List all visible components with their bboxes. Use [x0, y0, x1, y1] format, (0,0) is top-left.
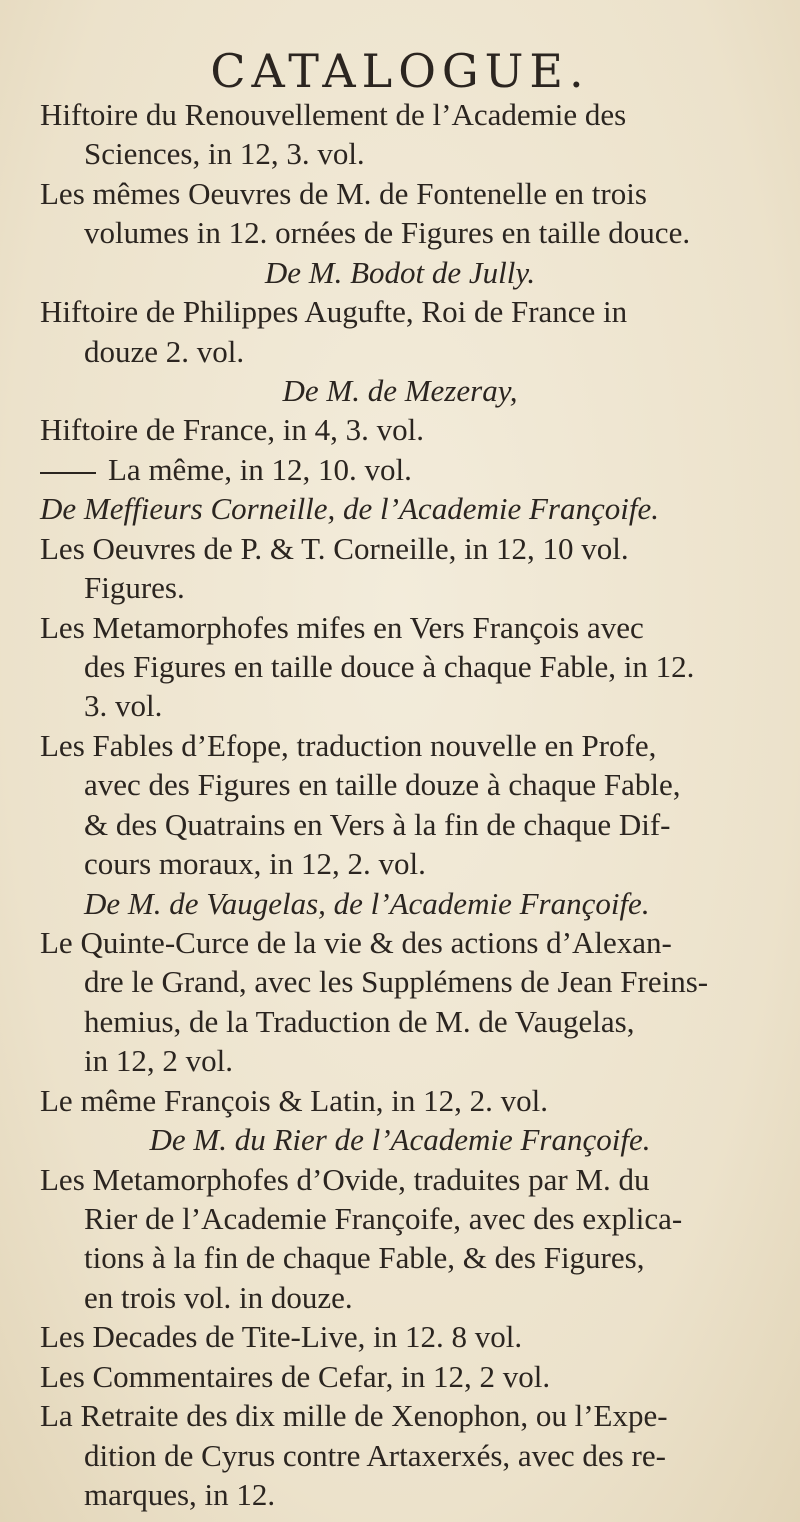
author-heading: De M. du Rier de l’Academie Françoife. [149, 1122, 651, 1157]
entry-line: Les Metamorphofes d’Ovide, traduites par M. du [40, 1162, 650, 1197]
entry-line: volumes in 12. ornées de Figures en taille douce. [84, 215, 691, 250]
entry-line: Hiftoire de France, in 4, 3. vol. [40, 412, 424, 447]
entry-line: Les Fables d’Efope, traduction nouvelle en Profe, [40, 728, 657, 763]
entry-line-repeat [40, 453, 412, 487]
entry-line: Les mêmes Oeuvres de M. de Fontenelle en trois [40, 176, 647, 211]
entry-text: La même, in 12, 10. vol. [108, 452, 412, 487]
author-heading: De M. de Vaugelas, de l’Academie Françoife. [84, 886, 650, 921]
entry-line: Les Decades de Tite-Live, in 12. 8 vol. [40, 1319, 523, 1354]
entry-line: Le même François & Latin, in 12, 2. vol. [40, 1083, 548, 1118]
author-heading: De M. de Mezeray, [282, 373, 518, 408]
entry-line: Le Quinte-Curce de la vie & des actions d’Alexan- [40, 925, 672, 960]
entry-line: in 12, 2 vol. [84, 1043, 233, 1078]
entry-line: Rier de l’Academie Françoife, avec des explica- [84, 1201, 683, 1236]
entry-line: Figures. [84, 570, 185, 605]
entry-line: en trois vol. in douze. [84, 1280, 353, 1315]
entry-line: avec des Figures en taille douze à chaque Fable, [84, 767, 681, 802]
entry-line: Les Oeuvres de P. & T. Corneille, in 12, 10 vol. [40, 531, 629, 566]
entry-line: des Figures en taille douce à chaque Fable, in 12. [84, 649, 695, 684]
entry-line: La Retraite des dix mille de Xenophon, ou l’Expe- [40, 1398, 668, 1433]
entry-line: cours moraux, in 12, 2. vol. [84, 846, 426, 881]
entry-line: Sciences, in 12, 3. vol. [84, 136, 365, 171]
entry-line: douze 2. vol. [84, 334, 245, 369]
entry-line: 3. vol. [84, 688, 163, 723]
entry-line: hemius, de la Traduction de M. de Vaugelas, [84, 1004, 635, 1039]
ditto-dash [40, 472, 96, 474]
entry-line: Les Commentaires de Cefar, in 12, 2 vol. [40, 1359, 551, 1394]
entry-line: dre le Grand, avec les Supplémens de Jean Freins- [84, 964, 709, 999]
author-heading: De M. Bodot de Jully. [264, 255, 536, 290]
page-heading: CATALOGUE. [210, 44, 590, 98]
entry-line: Hiftoire de Philippes Augufte, Roi de France in [40, 294, 628, 329]
entry-line: & des Quatrains en Vers à la fin de chaque Dif- [84, 807, 671, 842]
author-heading: De Meffieurs Corneille, de l’Academie Françoife. [40, 491, 659, 526]
entry-line: marques, in 12. [84, 1477, 276, 1512]
entry-line: tions à la fin de chaque Fable, & des Figures, [84, 1240, 645, 1275]
entry-line: Hiftoire du Renouvellement de l’Academie des [40, 97, 627, 132]
entry-line: dition de Cyrus contre Artaxerxés, avec des re- [84, 1438, 666, 1473]
entry-line: Les Metamorphofes mifes en Vers François avec [40, 610, 644, 645]
